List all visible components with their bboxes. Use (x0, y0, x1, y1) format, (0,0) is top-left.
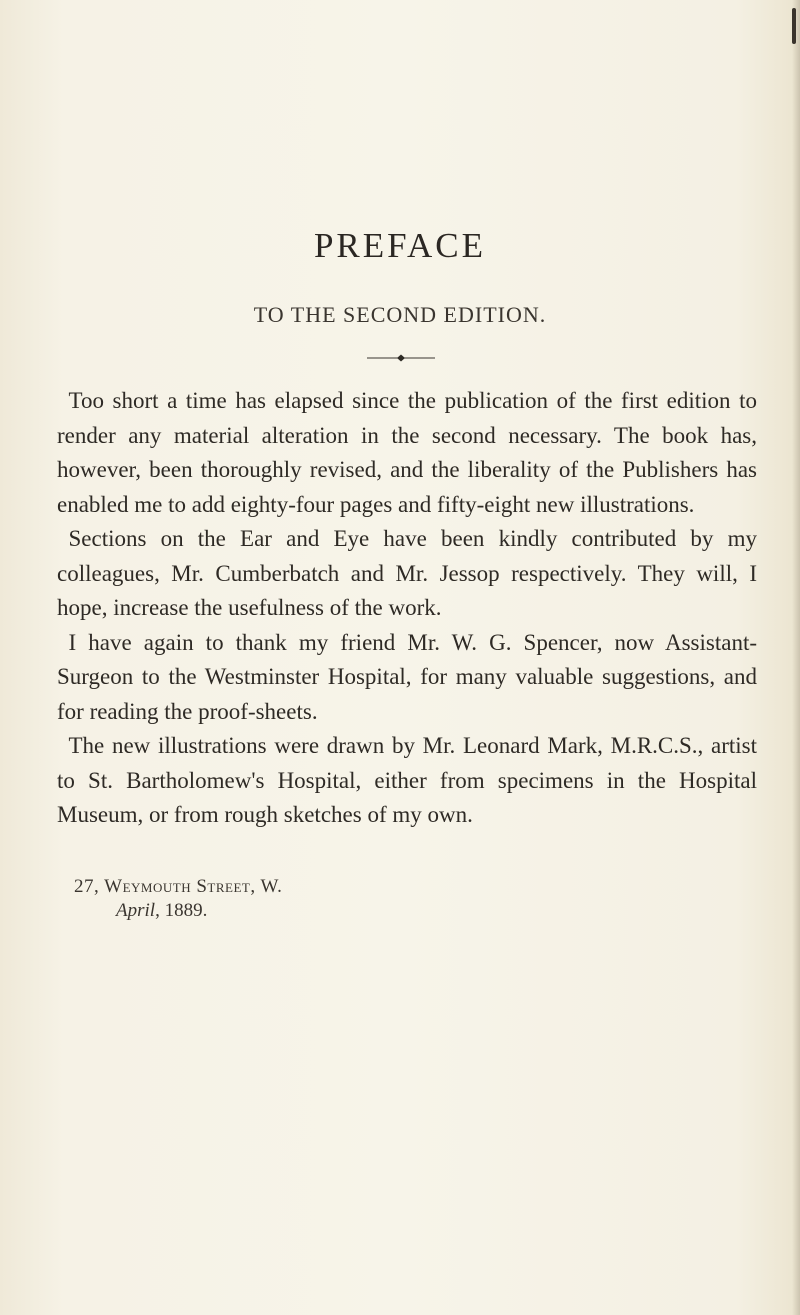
divider-ornament (367, 353, 435, 363)
page-subtitle: TO THE SECOND EDITION. (253, 302, 547, 327)
paragraph: The new illustrations were drawn by Mr. Leonard Mark, M.R.C.S., artist to St. Bartholomew's Hospital, either from specimens in the Hospital Museum, or from rough sketches of my own. (57, 733, 757, 827)
page-title: PREFACE (313, 226, 487, 265)
page-edge-mark (792, 8, 796, 44)
preface-body (57, 384, 757, 833)
signature-date: April, 1889. (116, 900, 208, 921)
paragraph: I have again to thank my friend Mr. W. G. Spencer, now Assistant-Surgeon to the Westminster Hospital, for many valuable suggestions, and for reading the proof-sheets. (57, 629, 757, 724)
signature-month: April (116, 900, 156, 921)
signature-address: 27, Weymouth Street, W. (74, 876, 283, 897)
page-edge-shadow (792, 0, 800, 1315)
paragraph: Sections on the Ear and Eye have been kindly contributed by my colleagues, Mr. Cumberbatch and Mr. Jessop respectively. They will, I hope, increase the usefulness of the work. (57, 526, 757, 620)
signature-block (57, 875, 757, 923)
paragraph: Too short a time has elapsed since the publication of the first edition to render any material alteration in the second necessary. The book has, however, been thoroughly revised, and the liberality of the Publishers has enabled me to add eighty-four pages and fifty-eight new illustrations. (57, 388, 757, 517)
signature-year: 1889. (164, 900, 208, 921)
